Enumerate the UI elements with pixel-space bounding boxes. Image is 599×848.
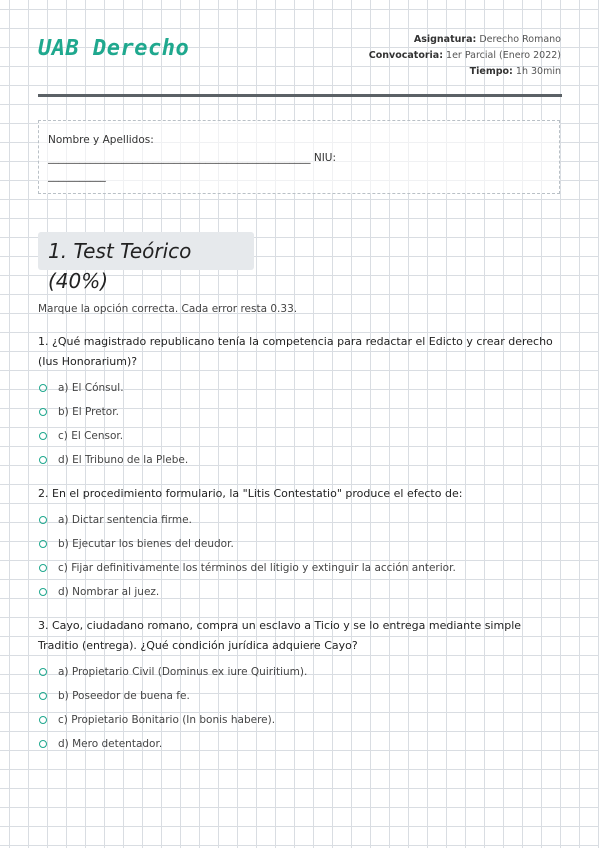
radio-icon[interactable] xyxy=(39,588,47,596)
radio-icon[interactable] xyxy=(39,716,47,724)
radio-icon[interactable] xyxy=(39,456,47,464)
option-2c[interactable]: c) Fijar definitivamente los términos del litigio y extinguir la acción anterior. xyxy=(38,556,558,580)
option-2d[interactable]: d) Nombrar al juez. xyxy=(38,580,558,604)
name-label: Nombre y Apellidos: xyxy=(48,134,154,146)
question-1-options xyxy=(38,376,558,472)
radio-icon[interactable] xyxy=(39,740,47,748)
option-1b[interactable]: b) El Pretor. xyxy=(38,400,558,424)
radio-icon[interactable] xyxy=(39,564,47,572)
name-line: __________________________________________________ NIU: xyxy=(48,152,337,164)
brand-title: UAB Derecho xyxy=(38,36,190,61)
radio-icon[interactable] xyxy=(39,540,47,548)
option-2a[interactable]: a) Dictar sentencia firme. xyxy=(38,508,558,532)
option-3c[interactable]: c) Propietario Bonitario (In bonis habere). xyxy=(38,708,558,732)
question-3: 3. Cayo, ciudadano romano, compra un esclavo a Ticio y se lo entrega mediante simple Traditio (entrega). ¿Qué condición jurídica adquiere Cayo? xyxy=(38,619,522,652)
question-2-options xyxy=(38,508,558,604)
radio-icon[interactable] xyxy=(39,432,47,440)
exam-meta xyxy=(369,32,561,80)
question-3-options xyxy=(38,660,558,756)
radio-icon[interactable] xyxy=(39,516,47,524)
student-info-box xyxy=(38,120,560,194)
header-divider xyxy=(38,94,562,97)
option-3d[interactable]: d) Mero detentador. xyxy=(38,732,558,756)
option-1c[interactable]: c) El Censor. xyxy=(38,424,558,448)
section-title: 1. Test Teórico (40%) xyxy=(38,232,254,270)
radio-icon[interactable] xyxy=(39,668,47,676)
option-2b[interactable]: b) Ejecutar los bienes del deudor. xyxy=(38,532,558,556)
option-1d[interactable]: d) El Tribuno de la Plebe. xyxy=(38,448,558,472)
radio-icon[interactable] xyxy=(39,692,47,700)
meta-session: Convocatoria: 1er Parcial (Enero 2022) xyxy=(368,50,561,61)
option-3b[interactable]: b) Poseedor de buena fe. xyxy=(38,684,558,708)
instructions: Marque la opción correcta. Cada error resta 0.33. xyxy=(38,303,298,315)
option-1a[interactable]: a) El Cónsul. xyxy=(38,376,558,400)
niu-line: ___________ xyxy=(48,170,106,182)
radio-icon[interactable] xyxy=(39,384,47,392)
meta-subject: Asignatura: Derecho Romano xyxy=(413,34,561,45)
question-1: 1. ¿Qué magistrado republicano tenía la competencia para redactar el Edicto y crear derecho (Ius Honorarium)? xyxy=(38,335,553,368)
question-2: 2. En el procedimiento formulario, la "Litis Contestatio" produce el efecto de: xyxy=(38,487,463,500)
option-3a[interactable]: a) Propietario Civil (Dominus ex iure Quiritium). xyxy=(38,660,558,684)
meta-time: Tiempo: 1h 30min xyxy=(469,66,561,77)
radio-icon[interactable] xyxy=(39,408,47,416)
